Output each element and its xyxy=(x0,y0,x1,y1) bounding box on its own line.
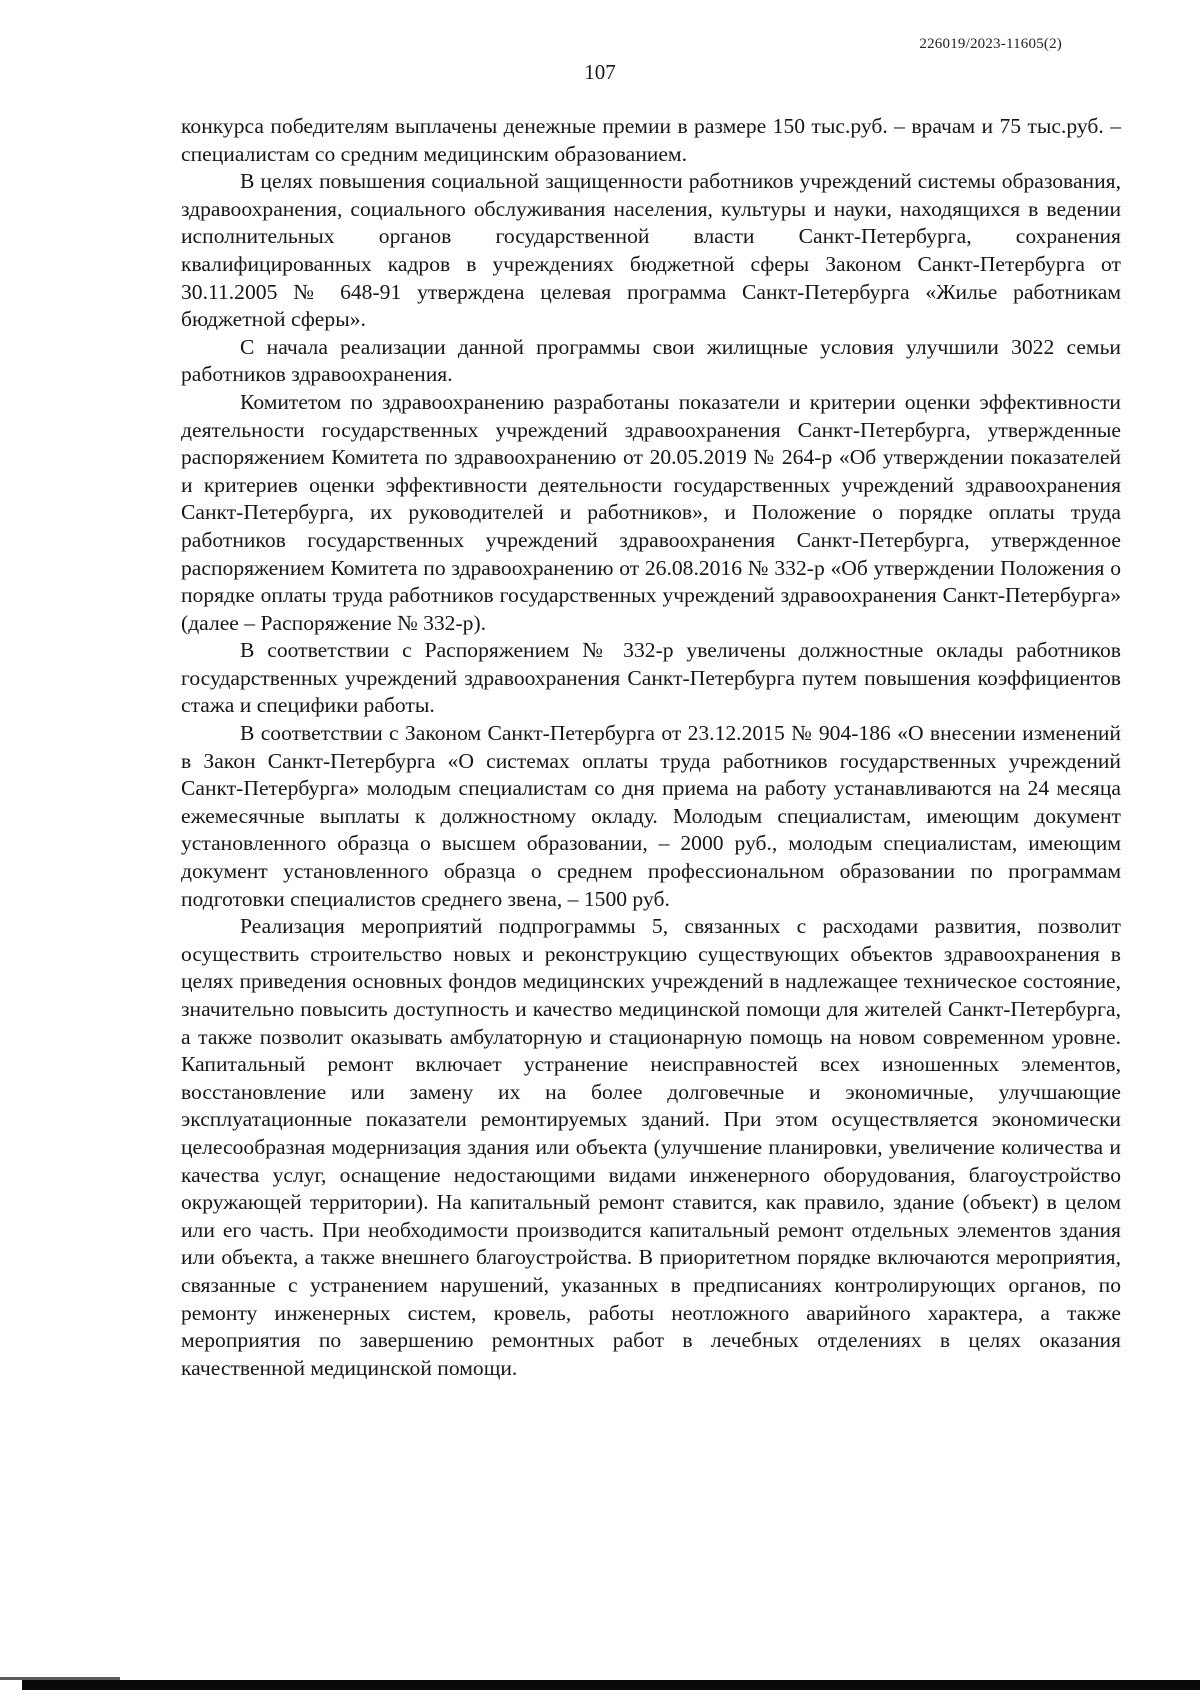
paragraph-4: Комитетом по здравоохранению разработаны показатели и критерии оценки эффективности деятельности государственных учреждений здравоохранения Санкт-Петербурга, утвержденные распоряжением Комитета по здравоохранению от 20.05.2019 № 264-р «Об утверждении показателей и критериев оценки эффективности деятельности государственных учреждений здравоохранения Санкт-Петербурга, их руководителей и работников», и Положение о порядке оплаты труда работников государственных учреждений здравоохранения Санкт-Петербурга, утвержденное распоряжением Комитета по здравоохранению от 26.08.2016 № 332-р «Об утверждении Положения о порядке оплаты труда работников государственных учреждений здравоохранения Санкт-Петербурга» (далее – Распоряжение № 332-р). xyxy=(181,389,1121,635)
paragraph-6: В соответствии с Законом Санкт-Петербурга от 23.12.2015 № 904-186 «О внесении изменений в Закон Санкт-Петербурга «О системах оплаты труда работников государственных учреждений Санкт-Петербурга» молодым специалистам со дня приема на работу устанавливаются на 24 месяца ежемесячные выплаты к должностному окладу. Молодым специалистам, имеющим документ установленного образца о высшем образовании, – 2000 руб., молодым специалистам, имеющим документ установленного образца о среднем профессиональном образовании по программам подготовки специалистов среднего звена, – 1500 руб. xyxy=(181,721,1121,911)
paragraph-3: С начала реализации данной программы свои жилищные условия улучшили 3022 семьи работников здравоохранения. xyxy=(181,334,1121,387)
document-number: 226019/2023-11605(2) xyxy=(919,36,1062,52)
paragraph-1: конкурса победителям выплачены денежные премии в размере 150 тыс.руб. – врачам и 75 тыс.руб. – специалистам со средним медицинским образованием. xyxy=(181,114,1121,166)
document-body xyxy=(181,113,1121,1382)
scan-bottom-border xyxy=(22,1680,1200,1690)
paragraph-7: Реализация мероприятий подпрограммы 5, связанных с расходами развития, позволит осуществить строительство новых и реконструкцию существующих объектов здравоохранения в целях приведения основных фондов медицинских учреждений в надлежащее техническое состояние, значительно повысить доступность и качество медицинской помощи для жителей Санкт-Петербурга, а также позволит оказывать амбулаторную и стационарную помощь на новом современном уровне. Капитальный ремонт включает устранение неисправностей всех изношенных элементов, восстановление или замену их на более долговечные и экономичные, улучшающие эксплуатационные показатели ремонтируемых зданий. При этом осуществляется экономически целесообразная модернизация здания или объекта (улучшение планировки, увеличение количества и качества услуг, оснащение недостающими видами инженерного оборудования, благоустройство окружающей территории). На капитальный ремонт ставится, как правило, здание (объект) в целом или его часть. При необходимости производится капитальный ремонт отдельных элементов здания или объекта, а также внешнего благоустройства. В приоритетном порядке включаются мероприятия, связанные с устранением нарушений, указанных в предписаниях контролирующих органов, по ремонту инженерных систем, кровель, работы неотложного аварийного характера, а также мероприятия по завершению ремонтных работ в лечебных отделениях в целях оказания качественной медицинской помощи. xyxy=(181,914,1121,1380)
paragraph-2: В целях повышения социальной защищенности работников учреждений системы образования, здравоохранения, социального обслуживания населения, культуры и науки, находящихся в ведении исполнительных органов государственной власти Санкт-Петербурга, сохранения квалифицированных кадров в учреждениях бюджетной сферы Законом Санкт-Петербурга от 30.11.2005 № 648-91 утверждена целевая программа Санкт-Петербурга «Жилье работникам бюджетной сферы». xyxy=(181,169,1121,332)
page-number: 107 xyxy=(584,60,616,84)
paragraph-5: В соответствии с Распоряжением № 332-р увеличены должностные оклады работников государственных учреждений здравоохранения Санкт-Петербурга путем повышения коэффициентов стажа и специфики работы. xyxy=(181,638,1121,718)
